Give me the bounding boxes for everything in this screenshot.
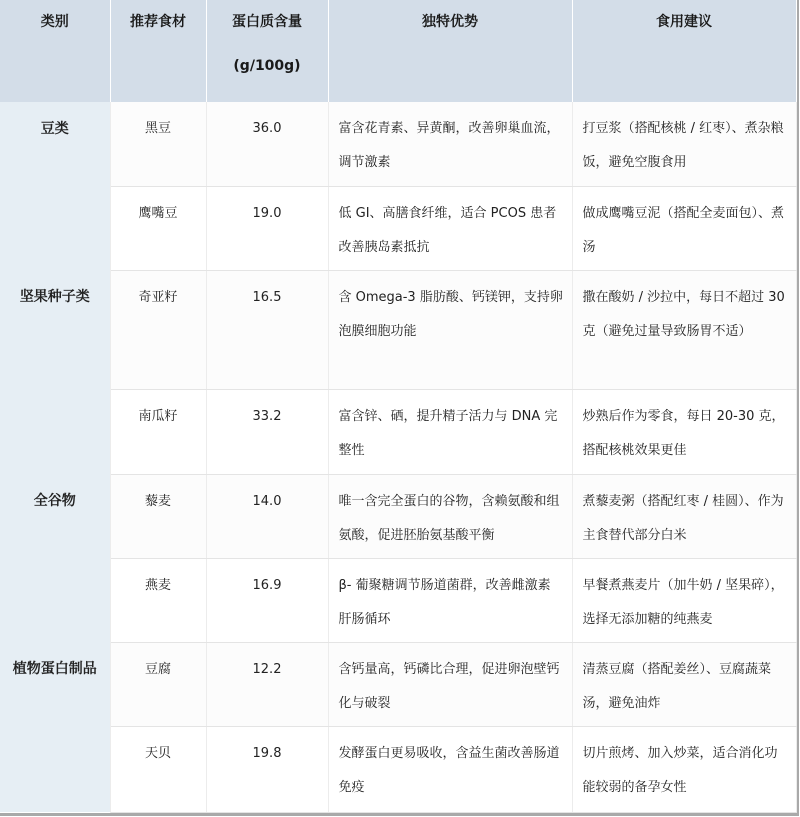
protein-cell: 19.8 bbox=[206, 726, 328, 812]
protein-cell: 16.9 bbox=[206, 558, 328, 642]
protein-cell: 19.0 bbox=[206, 186, 328, 270]
food-cell: 黑豆 bbox=[110, 102, 206, 186]
header-protein-line1: 蛋白质含量 bbox=[232, 14, 302, 30]
food-cell: 南瓜籽 bbox=[110, 389, 206, 474]
food-cell: 天贝 bbox=[110, 726, 206, 812]
suggestion-cell: 撒在酸奶 / 沙拉中，每日不超过 30 克（避免过量导致肠胃不适） bbox=[572, 270, 796, 389]
table-row bbox=[0, 726, 796, 812]
category-cell bbox=[0, 186, 110, 270]
category-cell bbox=[0, 558, 110, 642]
advantage-cell: 低 GI、高膳食纤维，适合 PCOS 患者改善胰岛素抵抗 bbox=[328, 186, 572, 270]
category-cell: 植物蛋白制品 bbox=[0, 642, 110, 726]
protein-cell: 14.0 bbox=[206, 474, 328, 558]
category-cell: 豆类 bbox=[0, 102, 110, 186]
category-cell bbox=[0, 389, 110, 474]
protein-cell: 33.2 bbox=[206, 389, 328, 474]
header-advantage: 独特优势 bbox=[328, 0, 572, 102]
advantage-cell: 发酵蛋白更易吸收，含益生菌改善肠道免疫 bbox=[328, 726, 572, 812]
category-cell: 坚果种子类 bbox=[0, 270, 110, 389]
food-cell: 燕麦 bbox=[110, 558, 206, 642]
suggestion-cell: 切片煎烤、加入炒菜，适合消化功能较弱的备孕女性 bbox=[572, 726, 796, 812]
suggestion-cell: 早餐煮燕麦片（加牛奶 / 坚果碎），选择无添加糖的纯燕麦 bbox=[572, 558, 796, 642]
table-row bbox=[0, 270, 796, 389]
header-protein bbox=[206, 0, 328, 102]
table-row bbox=[0, 642, 796, 726]
advantage-cell: 富含锌、硒，提升精子活力与 DNA 完整性 bbox=[328, 389, 572, 474]
category-cell bbox=[0, 726, 110, 812]
suggestion-cell: 打豆浆（搭配核桃 / 红枣）、煮杂粮饭，避免空腹食用 bbox=[572, 102, 796, 186]
table-row bbox=[0, 474, 796, 558]
table-row bbox=[0, 102, 796, 186]
food-cell: 奇亚籽 bbox=[110, 270, 206, 389]
food-cell: 藜麦 bbox=[110, 474, 206, 558]
food-cell: 鹰嘴豆 bbox=[110, 186, 206, 270]
table-row bbox=[0, 389, 796, 474]
advantage-cell: β- 葡聚糖调节肠道菌群，改善雌激素肝肠循环 bbox=[328, 558, 572, 642]
header-protein-line2: (g/100g) bbox=[233, 58, 301, 74]
category-cell: 全谷物 bbox=[0, 474, 110, 558]
table-header bbox=[0, 0, 796, 102]
suggestion-cell: 做成鹰嘴豆泥（搭配全麦面包）、煮汤 bbox=[572, 186, 796, 270]
suggestion-cell: 清蒸豆腐（搭配姜丝）、豆腐蔬菜汤，避免油炸 bbox=[572, 642, 796, 726]
table-row bbox=[0, 558, 796, 642]
header-food: 推荐食材 bbox=[110, 0, 206, 102]
suggestion-cell: 炒熟后作为零食，每日 20-30 克，搭配核桃效果更佳 bbox=[572, 389, 796, 474]
advantage-cell: 含 Omega-3 脂肪酸、钙镁钾，支持卵泡膜细胞功能 bbox=[328, 270, 572, 389]
advantage-cell: 富含花青素、异黄酮，改善卵巢血流，调节激素 bbox=[328, 102, 572, 186]
protein-cell: 36.0 bbox=[206, 102, 328, 186]
header-suggestion: 食用建议 bbox=[572, 0, 796, 102]
protein-cell: 12.2 bbox=[206, 642, 328, 726]
protein-cell: 16.5 bbox=[206, 270, 328, 389]
food-cell: 豆腐 bbox=[110, 642, 206, 726]
advantage-cell: 唯一含完全蛋白的谷物，含赖氨酸和组氨酸，促进胚胎氨基酸平衡 bbox=[328, 474, 572, 558]
suggestion-cell: 煮藜麦粥（搭配红枣 / 桂圆）、作为主食替代部分白米 bbox=[572, 474, 796, 558]
header-category: 类别 bbox=[0, 0, 110, 102]
advantage-cell: 含钙量高，钙磷比合理，促进卵泡壁钙化与破裂 bbox=[328, 642, 572, 726]
table-row bbox=[0, 186, 796, 270]
